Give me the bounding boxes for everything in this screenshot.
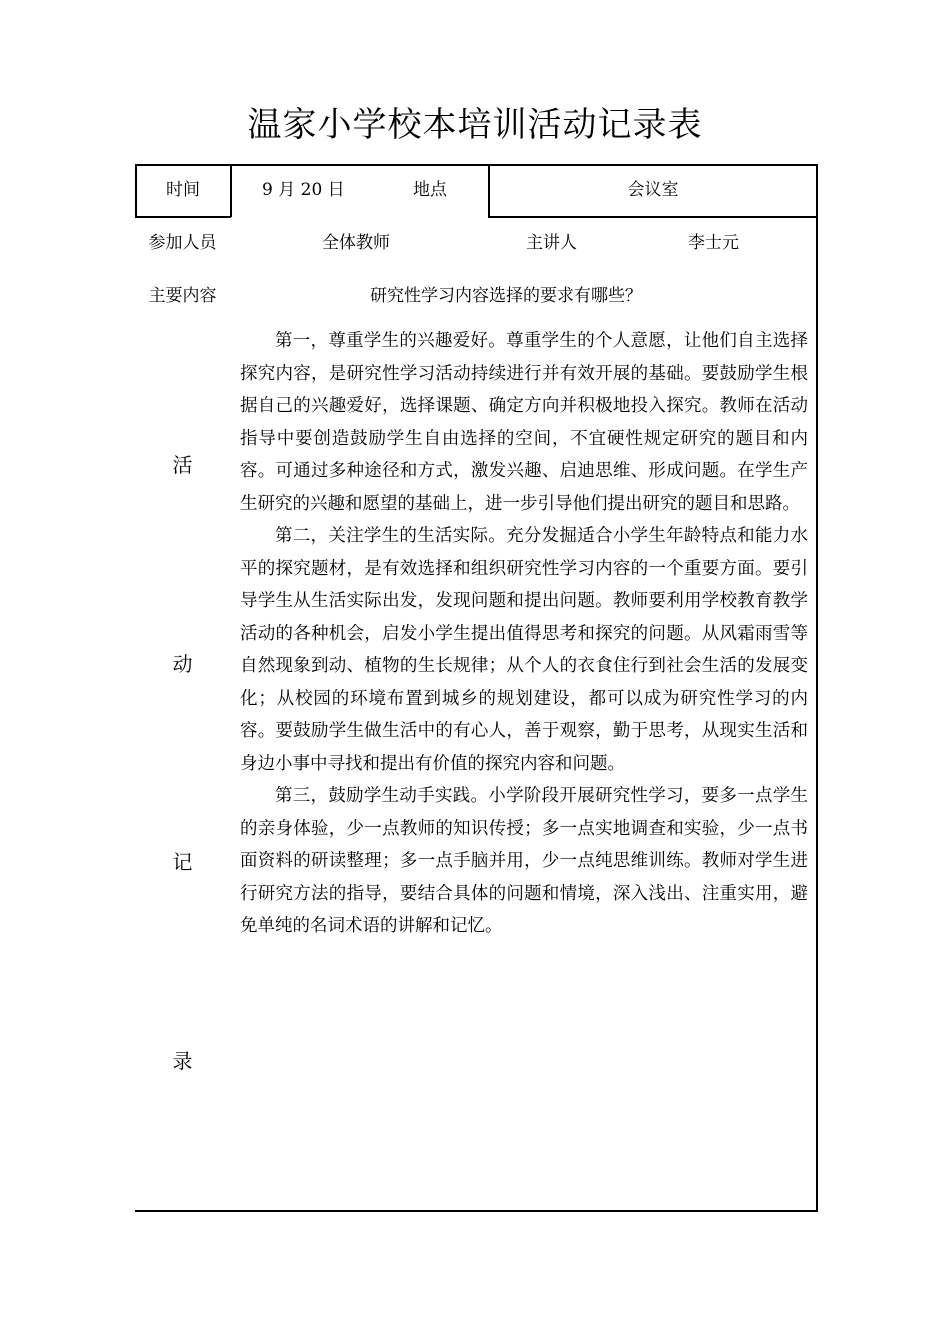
record-label-char: 动 <box>172 652 193 676</box>
speaker-value: 李士元 <box>688 233 739 253</box>
table-bottom-border <box>135 1210 817 1212</box>
record-label-char: 录 <box>172 1049 193 1073</box>
record-label-char: 记 <box>172 850 193 874</box>
time-cell-bottom-border <box>135 216 231 218</box>
place-cell-bottom-border <box>488 216 817 218</box>
place-label: 地点 <box>413 180 447 200</box>
content-value: 研究性学习内容选择的要求有哪些？ <box>370 286 642 306</box>
time-label: 时间 <box>166 180 200 200</box>
participants-label: 参加人员 <box>148 233 217 253</box>
record-paragraph: 第一，尊重学生的兴趣爱好。尊重学生的个人意愿，让他们自主选择探究内容，是研究性学习活动持续进行并有效开展的基础。要鼓励学生根据自己的兴趣爱好，选择课题、确定方向并积极地投入探究。教师在活动指导中要创造鼓励学生自由选择的空间，不宜硬性规定研究的题目和内容。可通过多种途径和方式，激发兴趣、启迪思维、形成问题。在学生产生研究的兴趣和愿望的基础上，进一步引导他们提出研究的题目和思路。 <box>240 331 808 514</box>
table-top-border <box>135 164 817 166</box>
record-paragraph: 第三，鼓励学生动手实践。小学阶段开展研究性学习，要多一点学生的亲身体验，少一点教师的知识传授；多一点实地调查和实验，少一点书面资料的研读整理；多一点手脑并用，少一点纯思维训练。教师对学生进行研究方法的指导，要结合具体的问题和情境，深入浅出、注重实用，避免单纯的名词术语的讲解和记忆。 <box>240 786 808 936</box>
record-label-char: 活 <box>172 453 193 477</box>
participants-value: 全体教师 <box>322 233 390 253</box>
time-cell-right-border <box>230 164 232 217</box>
table-right-border <box>816 164 818 1212</box>
page-title: 温家小学校本培训活动记录表 <box>247 105 703 145</box>
speaker-label: 主讲人 <box>526 233 577 253</box>
content-label: 主要内容 <box>148 286 217 306</box>
time-value: 9 月 20 日 <box>262 180 345 200</box>
record-paragraph: 第二，关注学生的生活实际。充分发掘适合小学生年龄特点和能力水平的探究题材，是有效选择和组织研究性学习内容的一个重要方面。要引导学生从生活实际出发，发现问题和提出问题。教师要利用学校教育教学活动的各种机会，启发小学生提出值得思考和探究的问题。从风霜雨雪等自然现象到动、植物的生长规律；从个人的衣食住行到社会生活的发展变化；从校园的环境布置到城乡的规划建设，都可以成为研究性学习的内容。要鼓励学生做生活中的有心人，善于观察，勤于思考，从现实生活和身边小事中寻找和提出有价值的探究内容和问题。 <box>240 526 808 774</box>
place-value: 会议室 <box>627 180 679 200</box>
record-body <box>240 325 808 943</box>
